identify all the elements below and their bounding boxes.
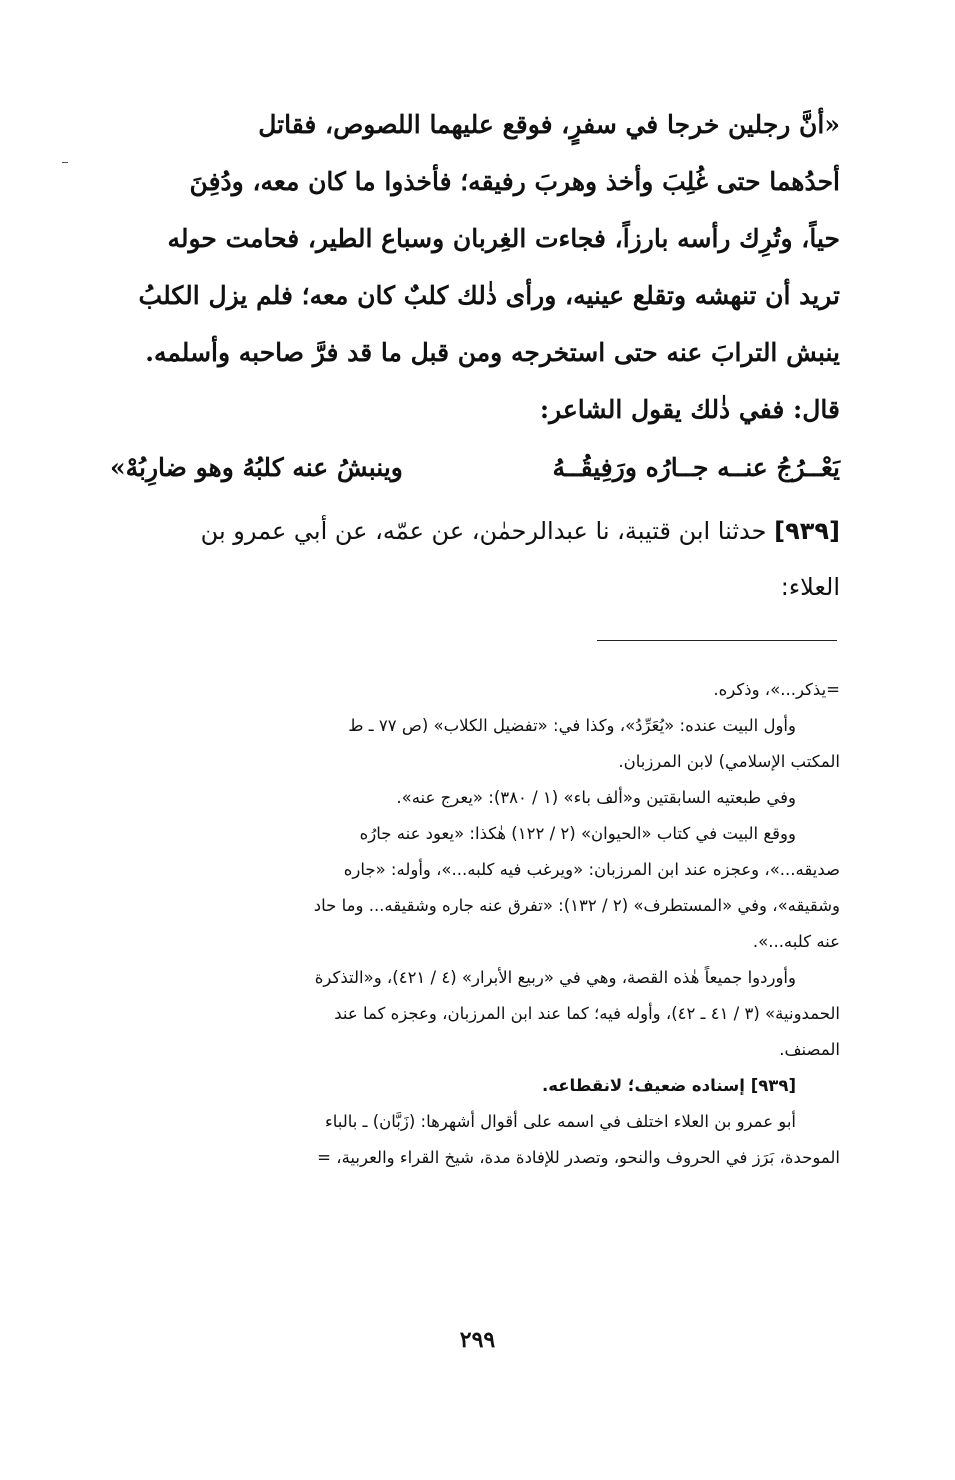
narration-line: العلاء: [780, 573, 840, 601]
page-number: ٢٩٩ [459, 1327, 496, 1353]
verse-second-hemistich: وينبشُ عنه كلبُهُ وهو ضارِبُهْ» [110, 452, 403, 482]
main-text-block [110, 96, 840, 438]
footnote-line: عنه كلبه...». [752, 932, 840, 951]
footnote-line: صديقه...»، وعجزه عند ابن المرزبان: «ويرغب فيه كلبه...»، وأوله: «جاره [343, 860, 840, 879]
hadith-number: [٩٣٩] [774, 517, 840, 545]
footnote-line: أبو عمرو بن العلاء اختلف في اسمه على أقوال أشهرها: (زَبَّان) ـ بالباء [324, 1112, 796, 1131]
main-text-line: قال: ففي ذٰلك يقول الشاعر: [539, 395, 840, 424]
footnote-separator [597, 640, 837, 641]
footnote-line: المصنف. [779, 1040, 840, 1059]
footnote-line: وشقيقه»، وفي «المستطرف» (٢ / ١٣٢): «تفرق عنه جاره وشقيقه... وما حاد [313, 896, 840, 915]
isnad-number: [٩٣٩] [750, 1076, 796, 1095]
footnote-line: =يذكر...»، وذكره. [713, 680, 840, 699]
main-text-line: تريد أن تنهشه وتقلع عينيه، ورأى ذٰلك كلبٌ كان معه؛ فلم يزل الكلبُ [138, 281, 840, 310]
narration-text: حدثنا ابن قتيبة، نا عبدالرحمٰن، عن عمّه، عن أبي عمرو بن [200, 517, 775, 545]
main-text-line: أحدُهما حتى غُلِبَ وأخذ وهربَ رفيقه؛ فأخذوا ما كان معه، ودُفِنَ [189, 167, 840, 196]
main-text-line: ينبش الترابَ عنه حتى استخرجه ومن قبل ما قد فرَّ صاحبه وأسلمه. [145, 338, 840, 367]
footnote-line: وفي طبعتيه السابقتين و«ألف باء» (١ / ٣٨٠): «يعرج عنه». [396, 788, 796, 807]
poetry-verse [110, 438, 840, 496]
verse-first-hemistich: يَعْــرُجُ عنــه جــارُه ورَفِيقُــهُ [552, 452, 840, 482]
isnad-text: إسناده ضعيف؛ لانقطاعه. [542, 1076, 751, 1095]
footnote-line: ووقع البيت في كتاب «الحيوان» (٢ / ١٢٢) هٰكذا: «يعود عنه جارُه [359, 824, 796, 843]
footnote-line: وأوردوا جميعاً هٰذه القصة، وهي في «ربيع الأبرار» (٤ / ٤٢١)، و«التذكرة [314, 968, 796, 987]
main-text-line: حياً، وتُرِك رأسه بارزاً، فجاءت الغِربان وسباع الطير، فحامت حوله [167, 224, 840, 253]
footnote-line: الحمدونية» (٣ / ٤١ ـ ٤٢)، وأوله فيه؛ كما عند ابن المرزبان، وعجزه كما عند [334, 1004, 840, 1023]
footnotes-block [110, 672, 840, 1176]
isnad-footnote-line [110, 1068, 840, 1104]
footnote-line: وأول البيت عنده: «يُعَرِّدُ»، وكذا في: «تفضيل الكلاب» (ص ٧٧ ـ ط [348, 716, 796, 735]
footnote-line: الموحدة، بَرَز في الحروف والنحو، وتصدر للإفادة مدة، شيخ القراء والعربية، = [317, 1148, 840, 1167]
stray-mark [62, 162, 68, 163]
narration-block [110, 503, 840, 615]
main-text-line: «أنَّ رجلين خرجا في سفرٍ، فوقع عليهما اللصوص، فقاتل [258, 110, 840, 139]
narration-line [110, 503, 840, 559]
footnote-line: المكتب الإسلامي) لابن المرزبان. [618, 752, 840, 771]
